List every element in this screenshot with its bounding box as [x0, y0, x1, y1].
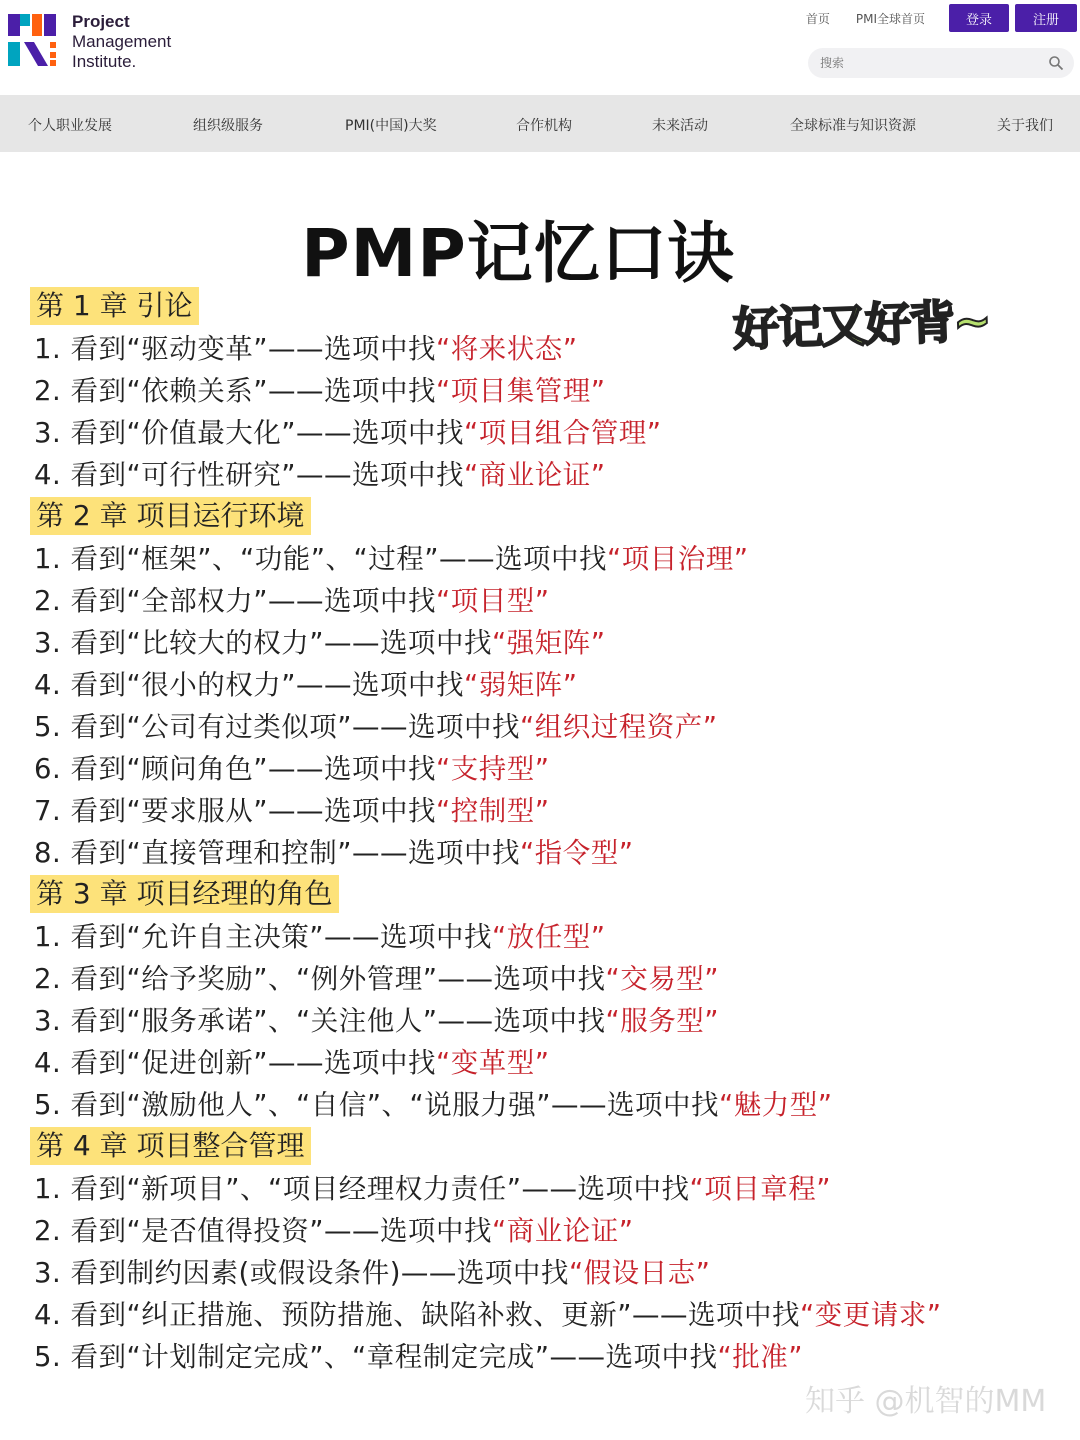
pmi-logo-mark-icon	[8, 12, 64, 68]
line-text: 1. 看到“驱动变革”——选项中找	[34, 333, 436, 365]
nav-about[interactable]: 关于我们	[997, 118, 1053, 134]
line-text: 5. 看到“激励他人”、“自信”、“说服力强”——选项中找	[34, 1089, 719, 1121]
line-answer: “项目章程”	[689, 1173, 831, 1205]
line-text: 6. 看到“顾问角色”——选项中找	[34, 753, 436, 785]
line-answer: “变更请求”	[799, 1299, 942, 1331]
mnemonic-line	[34, 834, 633, 872]
line-answer: “组织过程资产”	[519, 711, 718, 743]
chapter-heading: 第 3 章 项目经理的角色	[30, 875, 339, 913]
search-box	[808, 48, 1074, 78]
mnemonic-line	[34, 1296, 941, 1334]
mnemonic-line	[34, 540, 748, 578]
nav-awards[interactable]: PMI(中国)大奖	[345, 118, 437, 134]
mnemonic-line	[34, 372, 605, 410]
line-answer: “放任型”	[491, 921, 606, 953]
line-text: 3. 看到“服务承诺”、“关注他人”——选项中找	[34, 1005, 606, 1037]
mnemonic-line	[34, 330, 577, 368]
line-answer: “变革型”	[435, 1047, 550, 1079]
line-text: 4. 看到“促进创新”——选项中找	[34, 1047, 436, 1079]
line-answer: “魅力型”	[718, 1089, 833, 1121]
line-text: 5. 看到“公司有过类似项”——选项中找	[34, 711, 520, 743]
mnemonic-line	[34, 1002, 719, 1040]
line-text: 2. 看到“全部权力”——选项中找	[34, 585, 436, 617]
nav-org-services[interactable]: 组织级服务	[193, 118, 263, 134]
logo-line-3: Institute.	[72, 52, 137, 71]
nav-career[interactable]: 个人职业发展	[28, 118, 112, 134]
mnemonic-line	[34, 414, 661, 452]
line-answer: “指令型”	[519, 837, 634, 869]
line-text: 1. 看到“新项目”、“项目经理权力责任”——选项中找	[34, 1173, 690, 1205]
search-input[interactable]	[818, 55, 1042, 71]
line-text: 4. 看到“可行性研究”——选项中找	[34, 459, 464, 491]
line-text: 4. 看到“很小的权力”——选项中找	[34, 669, 464, 701]
zhihu-watermark: 知乎 @机智的MM	[805, 1384, 1047, 1419]
mnemonic-line	[34, 1086, 832, 1124]
line-answer: “假设日志”	[568, 1257, 711, 1289]
line-text: 1. 看到“框架”、“功能”、“过程”——选项中找	[34, 543, 607, 575]
line-text: 3. 看到“价值最大化”——选项中找	[34, 417, 464, 449]
mnemonic-line	[34, 1254, 710, 1292]
chapter-heading: 第 1 章 引论	[30, 287, 199, 325]
line-answer: “服务型”	[605, 1005, 719, 1037]
line-text: 3. 看到制约因素(或假设条件)——选项中找	[34, 1257, 569, 1289]
line-text: 3. 看到“比较大的权力”——选项中找	[34, 627, 492, 659]
chapter-heading: 第 4 章 项目整合管理	[30, 1127, 311, 1165]
line-answer: “强矩阵”	[491, 627, 606, 659]
chapter-heading: 第 2 章 项目运行环境	[30, 497, 311, 535]
line-answer: “控制型”	[435, 795, 550, 827]
mnemonic-line	[34, 708, 717, 746]
register-button[interactable]: 注册	[1015, 4, 1077, 32]
home-link[interactable]: 首页	[805, 12, 830, 26]
search-icon[interactable]	[1048, 55, 1064, 71]
pmi-logo[interactable]	[8, 12, 198, 72]
login-button[interactable]: 登录	[949, 4, 1009, 32]
line-answer: “项目组合管理”	[463, 417, 662, 449]
line-text: 2. 看到“是否值得投资”——选项中找	[34, 1215, 492, 1247]
mnemonic-line	[34, 456, 605, 494]
line-text: 2. 看到“给予奖励”、“例外管理”——选项中找	[34, 963, 606, 995]
line-answer: “弱矩阵”	[463, 669, 578, 701]
mnemonic-line	[34, 918, 605, 956]
line-answer: “将来状态”	[435, 333, 578, 365]
mnemonic-line	[34, 666, 577, 704]
line-text: 7. 看到“要求服从”——选项中找	[34, 795, 436, 827]
line-text: 8. 看到“直接管理和控制”——选项中找	[34, 837, 520, 869]
line-answer: “项目集管理”	[435, 375, 606, 407]
main-nav	[0, 95, 1080, 152]
line-answer: “批准”	[717, 1341, 803, 1373]
mnemonic-line	[34, 750, 549, 788]
line-text: 1. 看到“允许自主决策”——选项中找	[34, 921, 492, 953]
nav-partners[interactable]: 合作机构	[516, 118, 572, 134]
pmi-logo-text	[72, 12, 171, 72]
nav-standards[interactable]: 全球标准与知识资源	[790, 118, 916, 134]
line-text: 2. 看到“依赖关系”——选项中找	[34, 375, 436, 407]
page-title: PMP记忆口诀	[301, 215, 735, 292]
site-header	[0, 0, 1080, 95]
line-answer: “交易型”	[605, 963, 719, 995]
mnemonic-line	[34, 1170, 831, 1208]
pmi-global-link[interactable]: PMI全球首页	[855, 12, 925, 26]
line-text: 4. 看到“纠正措施、预防措施、缺陷补救、更新”——选项中找	[34, 1299, 800, 1331]
logo-line-1: Project	[72, 12, 130, 31]
mnemonic-line	[34, 582, 549, 620]
line-answer: “商业论证”	[491, 1215, 634, 1247]
mnemonic-line	[34, 960, 719, 998]
line-answer: “项目型”	[435, 585, 550, 617]
mnemonic-line	[34, 1044, 549, 1082]
line-text: 5. 看到“计划制定完成”、“章程制定完成”——选项中找	[34, 1341, 718, 1373]
logo-line-2: Management	[72, 32, 172, 51]
line-answer: “支持型”	[435, 753, 550, 785]
line-answer: “商业论证”	[463, 459, 606, 491]
mnemonic-line	[34, 1212, 633, 1250]
mnemonic-line	[34, 792, 549, 830]
mnemonic-line	[34, 1338, 803, 1376]
line-answer: “项目治理”	[606, 543, 749, 575]
slogan: 好记又好背~	[732, 293, 991, 357]
nav-events[interactable]: 未来活动	[652, 118, 708, 134]
top-links	[806, 10, 925, 27]
mnemonic-line	[34, 624, 605, 662]
